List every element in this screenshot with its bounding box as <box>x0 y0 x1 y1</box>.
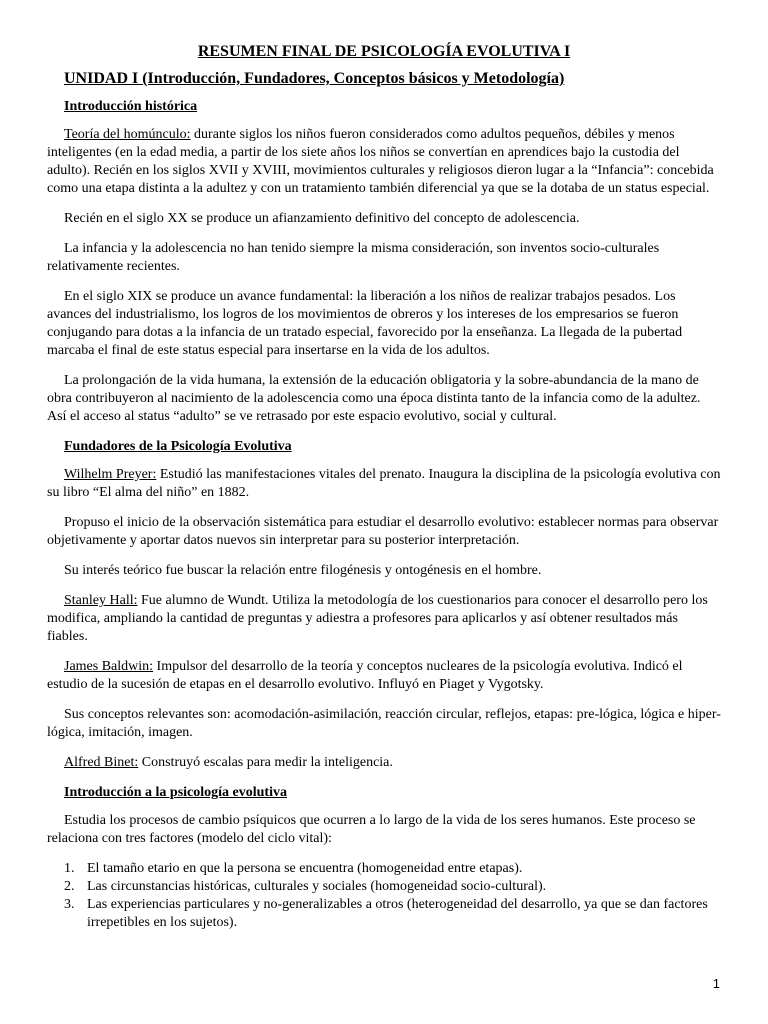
paragraph <box>47 126 721 198</box>
list-item-text: Las circunstancias históricas, culturales y sociales (homogeneidad socio-cultural). <box>87 879 547 894</box>
list-number: 2. <box>64 879 75 894</box>
term-label: Stanley Hall: <box>64 593 138 608</box>
page-number: 1 <box>712 976 720 991</box>
paragraph: Su interés teórico fue buscar la relación entre filogénesis y ontogénesis en el hombre. <box>64 563 542 578</box>
paragraph: Estudia los procesos de cambio psíquicos que ocurren a lo largo de la vida de los seres humanos. Este proceso se relaciona con tres factores (modelo del ciclo vital): <box>47 813 696 846</box>
list-item-text: El tamaño etario en que la persona se encuentra (homogeneidad entre etapas). <box>87 861 523 876</box>
term-label: James Baldwin: <box>64 659 154 674</box>
paragraph-text: Impulsor del desarrollo de la teoría y conceptos nucleares de la psicología evolutiva. Indicó el estudio de la sucesión de etapas en el desarrollo evolutivo. Influyó en Piaget y Vygotsky. <box>47 659 683 692</box>
list-item-text: Las experiencias particulares y no-generalizables a otros (heterogeneidad del desarrollo, ya que se dan factores irrepetibles en los sujetos). <box>87 897 708 930</box>
paragraph: Recién en el siglo XX se produce un afianzamiento definitivo del concepto de adolescencia. <box>64 211 580 226</box>
paragraph: Propuso el inicio de la observación sistemática para estudiar el desarrollo evolutivo: establecer normas para observar objetivamente y aportar datos nuevos sin interpretar para su posterior interpretación. <box>47 515 719 548</box>
list-item <box>47 878 721 896</box>
term-label: Teoría del homúnculo: <box>64 127 191 142</box>
paragraph <box>47 592 721 646</box>
paragraph <box>47 754 721 772</box>
paragraph: Sus conceptos relevantes son: acomodación-asimilación, reacción circular, reflejos, etapas: pre-lógica, lógica e hiper-lógica, imitación, imagen. <box>47 707 721 740</box>
term-label: Wilhelm Preyer: <box>64 467 157 482</box>
term-label: Alfred Binet: <box>64 755 139 770</box>
list-number: 1. <box>64 861 75 876</box>
paragraph-text: Construyó escalas para medir la inteligencia. <box>138 755 393 770</box>
section-heading-fundadores: Fundadores de la Psicología Evolutiva <box>64 439 292 454</box>
section-heading-intro-psicologia: Introducción a la psicología evolutiva <box>64 785 287 800</box>
list-item <box>47 896 721 932</box>
paragraph: En el siglo XIX se produce un avance fundamental: la liberación a los niños de realizar trabajos pesados. Los avances del industrialismo, los logros de los movimientos de obreros y los intereses de los empresarios se fueron conjugando para dotas a la infancia de un tratado especial, favorecido por la enseñanza. La llegada de la pubertad marcaba el final de este status especial para insertarse en la vida de los adultos. <box>47 289 683 358</box>
section-heading-intro-historica: Introducción histórica <box>64 99 198 114</box>
list-number: 3. <box>64 897 75 912</box>
list-item <box>47 860 721 878</box>
paragraph: La infancia y la adolescencia no han tenido siempre la misma consideración, son inventos socio-culturales relativamente recientes. <box>47 241 660 274</box>
paragraph-text: Fue alumno de Wundt. Utiliza la metodología de los cuestionarios para conocer el desarrollo pero los modifica, ampliando la cantidad de preguntas y adiestra a profesores para aplicarlos y así obtener resultados más fiables. <box>47 593 708 644</box>
paragraph: La prolongación de la vida humana, la extensión de la educación obligatoria y la sobre-abundancia de la mano de obra contribuyeron al nacimiento de la adolescencia como una época distinta tanto de la infancia como de la adultez. Así el acceso al status “adulto” se ve retrasado por este espacio evolutivo, social y cultural. <box>47 373 701 424</box>
document-title: RESUMEN FINAL DE PSICOLOGÍA EVOLUTIVA I <box>197 43 571 60</box>
paragraph-text: durante siglos los niños fueron considerados como adultos pequeños, débiles y menos inteligentes (en la edad media, a partir de los siete años los niños se convertían en aprendices bajo la custodia del adulto). Recién en los siglos XVII y XVIII, movimientos culturales y religiosos dieron lugar a la “Infancia”: concebida como una etapa distinta a la adultez y con un tratamiento también diferencial ya que se la dotaba de un status especial. <box>47 127 714 196</box>
unit-title: UNIDAD I (Introducción, Fundadores, Conceptos básicos y Metodología) <box>64 70 565 87</box>
document-page <box>47 42 721 932</box>
paragraph <box>47 466 721 502</box>
paragraph <box>47 658 721 694</box>
numbered-list <box>47 860 721 932</box>
paragraph-text: Estudió las manifestaciones vitales del prenato. Inaugura la disciplina de la psicología evolutiva con su libro “El alma del niño” en 1882. <box>47 467 721 500</box>
